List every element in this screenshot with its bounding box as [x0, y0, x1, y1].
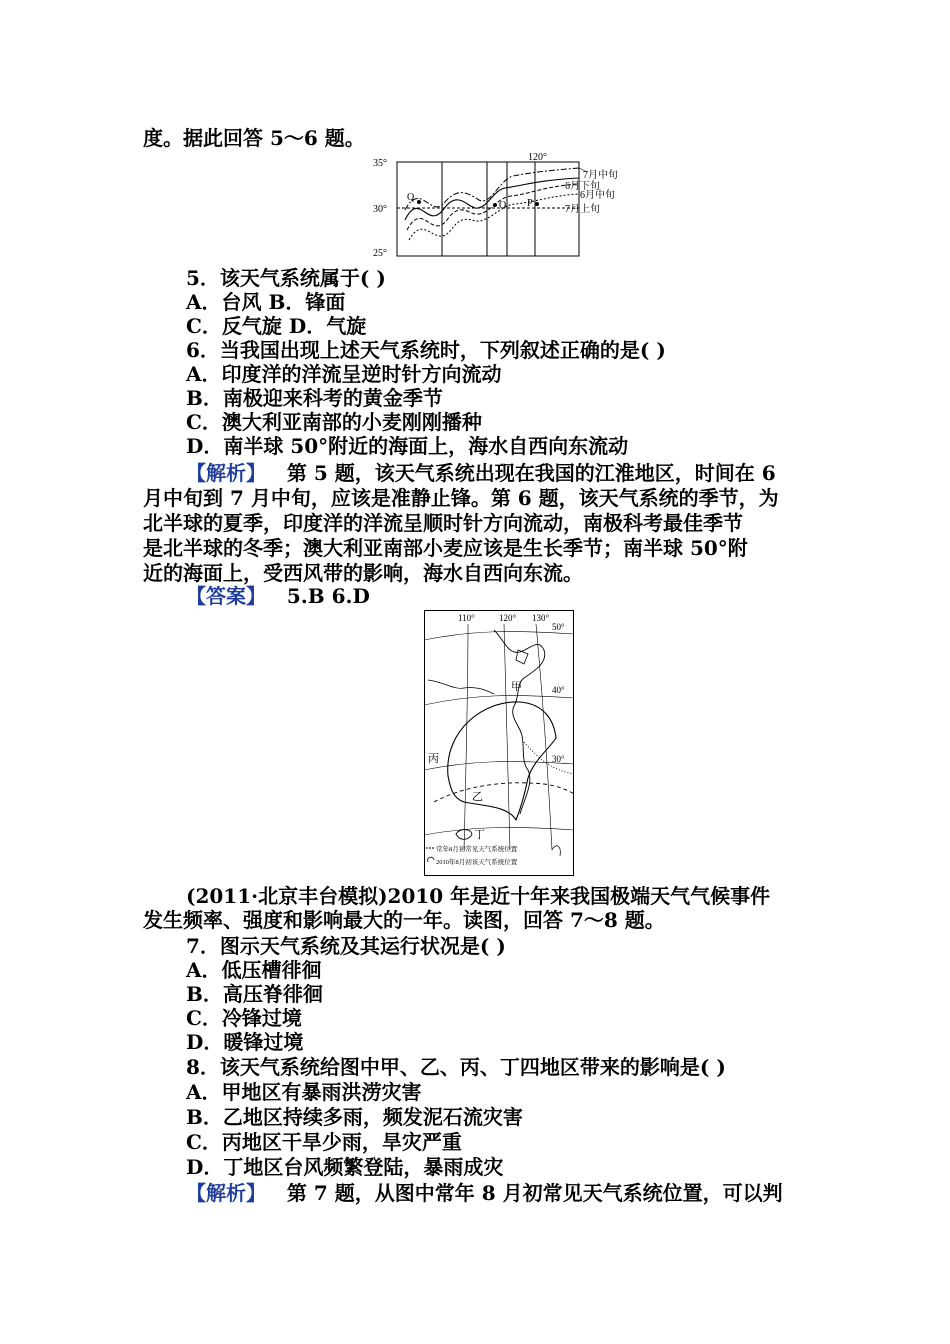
lat30-label: 30° [552, 754, 565, 764]
legend-2010-position: 2010年8月初该天气系统位置 [436, 859, 518, 866]
front-position-figure [365, 150, 637, 260]
legend-jul-early: 7月上旬 [565, 204, 600, 215]
q5-options-cd: C．反气旋 D．气旋 [186, 314, 367, 338]
q7-option-d: D．暖锋过境 [186, 1030, 304, 1054]
lat40-label: 40° [552, 685, 565, 695]
legend-jul-mid: 7月中旬 [583, 170, 618, 181]
analysis-1-line-2: 月中旬到 7 月中旬，应该是准静止锋。第 6 题，该天气系统的季节，为 [143, 486, 779, 510]
source-line-2: 发生频率、强度和影响最大的一年。读图，回答 7～8 题。 [143, 908, 665, 932]
q7-option-c: C．冷锋过境 [186, 1006, 302, 1030]
question-6: 6．当我国出现上述天气系统时，下列叙述正确的是( ) [186, 338, 666, 362]
q7-option-b: B．高压脊徘徊 [186, 982, 323, 1006]
q5-options-ab: A．台风 B．锋面 [186, 290, 346, 314]
analysis-tag: 【解析】 [186, 461, 266, 485]
point-q: Q [407, 192, 415, 203]
lat50-label: 50° [552, 622, 565, 632]
q6-option-d: D．南半球 50°附近的海面上，海水自西向东流动 [186, 434, 629, 458]
lon130-label: 130° [532, 613, 550, 623]
answer-tag: 【答案】 [186, 584, 266, 608]
analysis-2-text-1: 第 7 题，从图中常年 8 月初常见天气系统位置，可以判 [286, 1181, 783, 1205]
question-7: 7．图示天气系统及其运行状况是( ) [186, 934, 506, 958]
intro-line: 度。据此回答 5～6 题。 [143, 126, 365, 150]
legend-normal-position: 常年8月初常见天气系统位置 [436, 846, 518, 853]
label-yi: 乙 [472, 791, 483, 803]
analysis-1-line-1 [186, 461, 776, 485]
analysis-tag: 【解析】 [186, 1181, 266, 1205]
lat25-label: 25° [373, 248, 387, 259]
q8-option-c: C．丙地区干旱少雨，旱灾严重 [186, 1130, 462, 1154]
q7-option-a: A．低压槽徘徊 [186, 958, 322, 982]
q8-option-d: D．丁地区台风频繁登陆，暴雨成灾 [186, 1155, 504, 1179]
legend-jun-late: 6月下旬 [565, 181, 600, 192]
analysis-1-line-3: 北半球的夏季，印度洋的洋流呈顺时针方向流动，南极科考最佳季节 [143, 511, 743, 535]
lon120-label: 120° [499, 613, 517, 623]
analysis-1-line-5: 近的海面上，受西风带的影响，海水自西向东流。 [143, 561, 583, 585]
answer-line [186, 584, 370, 608]
legend-jun-mid: 6月中旬 [580, 190, 615, 201]
lat30-label: 30° [373, 204, 387, 215]
source-line-1: (2011·北京丰台模拟)2010 年是近十年来我国极端天气气候事件 [186, 884, 771, 908]
question-8: 8．该天气系统给图中甲、乙、丙、丁四地区带来的影响是( ) [186, 1055, 726, 1079]
label-jia: 甲 [511, 681, 522, 693]
q8-option-b: B．乙地区持续多雨，频发泥石流灾害 [186, 1105, 523, 1129]
weather-map-figure [424, 610, 574, 876]
lon110-label: 110° [458, 613, 475, 623]
question-5: 5．该天气系统属于( ) [186, 266, 386, 290]
label-ding: 丁 [474, 829, 485, 841]
q6-option-a: A．印度洋的洋流呈逆时针方向流动 [186, 362, 502, 386]
analysis-1-line-4: 是北半球的冬季；澳大利亚南部小麦应该是生长季节；南半球 50°附 [143, 536, 748, 560]
label-bing: 丙 [428, 753, 439, 765]
point-o: O [499, 200, 507, 211]
answer-text: 5.B 6.D [286, 584, 370, 608]
point-p: P [527, 198, 533, 209]
lat35-label: 35° [373, 158, 387, 169]
q6-option-c: C．澳大利亚南部的小麦刚刚播种 [186, 410, 482, 434]
analysis-1-text-1: 第 5 题，该天气系统出现在我国的江淮地区，时间在 6 [286, 461, 776, 485]
q6-option-b: B．南极迎来科考的黄金季节 [186, 386, 443, 410]
q8-option-a: A．甲地区有暴雨洪涝灾害 [186, 1080, 422, 1104]
lon120-label: 120° [528, 152, 547, 163]
analysis-2-line-1 [186, 1181, 783, 1205]
